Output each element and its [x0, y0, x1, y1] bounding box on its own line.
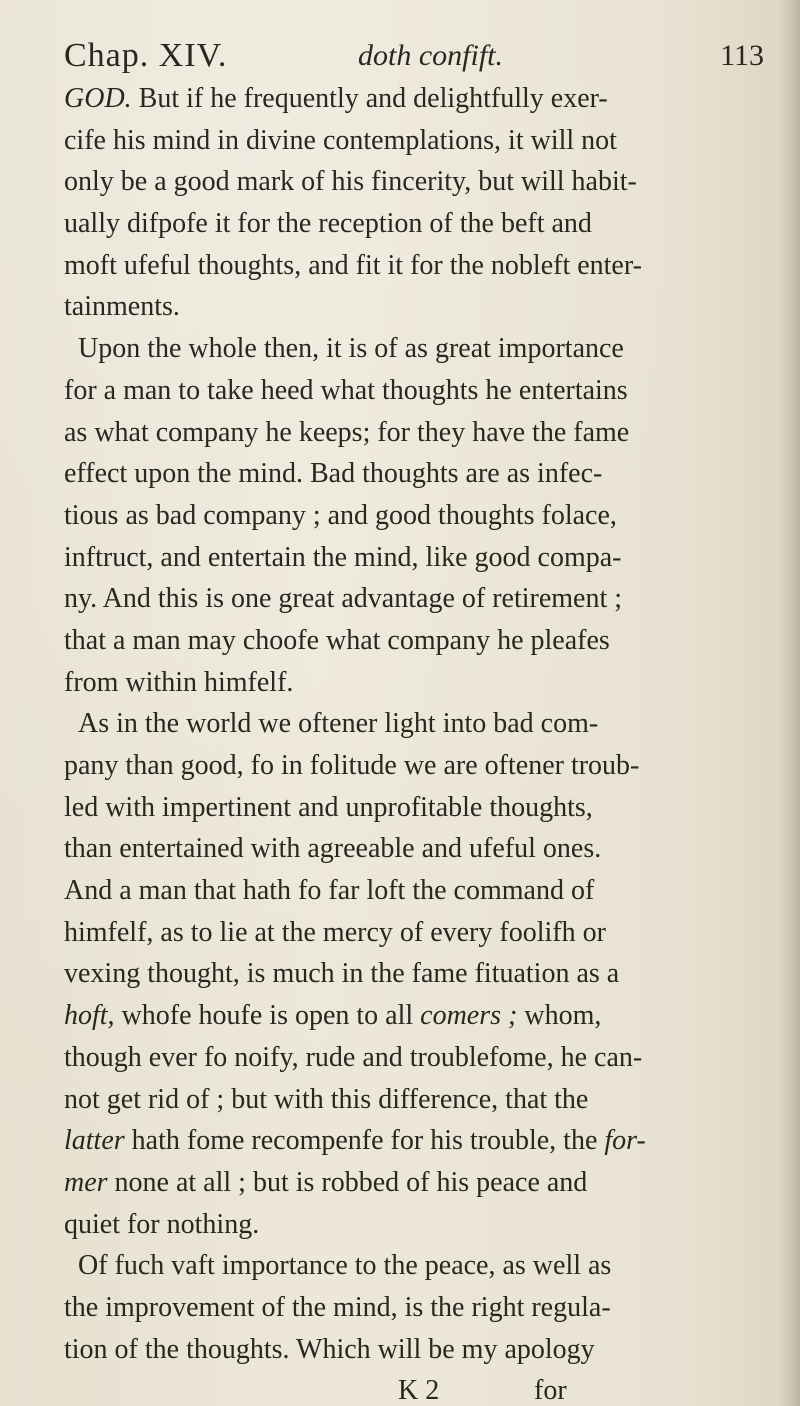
text-line — [64, 578, 769, 620]
text-segment: Of fuch vaft importance to the peace, as well as — [78, 1250, 612, 1282]
text-segment: tion of the thoughts. Which will be my apology — [64, 1333, 595, 1365]
text-segment: quiet for nothing. — [64, 1208, 260, 1240]
text-line — [64, 453, 769, 495]
text-line — [64, 1245, 769, 1287]
page-edge-shadow — [778, 0, 800, 1406]
text-line — [64, 745, 769, 787]
text-line — [64, 1079, 769, 1121]
page-number: 113 — [720, 39, 764, 72]
text-segment: hath fome recompenfe for his trouble, the — [124, 1125, 605, 1157]
text-line — [64, 1204, 769, 1246]
text-segment: And a man that hath fo far loft the command of — [64, 875, 595, 907]
text-segment: from within himfelf. — [64, 666, 294, 698]
text-segment: himfelf, as to lie at the mercy of every foolifh or — [64, 916, 606, 948]
text-segment: not get rid of ; but with this difference, that the — [64, 1083, 589, 1115]
text-segment: As in the world we oftener light into bad com- — [78, 708, 599, 740]
text-line — [64, 1120, 769, 1162]
text-line — [64, 1162, 769, 1204]
text-line — [64, 912, 769, 954]
italic-text: comers ; — [420, 1000, 518, 1032]
text-segment: But if he frequently and delightfully exer- — [131, 83, 608, 114]
text-segment: effect upon the mind. Bad thoughts are as infec- — [64, 458, 603, 490]
text-segment: the improvement of the mind, is the right regula- — [64, 1291, 611, 1323]
italic-text: for- — [604, 1125, 646, 1157]
text-segment: than entertained with agreeable and ufeful ones. — [64, 833, 602, 865]
text-line — [64, 620, 769, 662]
body-text — [64, 78, 769, 1406]
italic-text: latter — [64, 1125, 125, 1157]
text-segment: Upon the whole then, it is of as great importance — [78, 333, 624, 365]
text-segment: pany than good, fo in folitude we are oftener troub- — [64, 750, 640, 781]
text-line — [64, 870, 769, 912]
text-segment: tious as bad company ; and good thoughts folace, — [64, 499, 617, 531]
italic-text: mer — [64, 1166, 108, 1198]
text-segment: cife his mind in divine contemplations, it will not — [64, 124, 617, 156]
page-footer — [64, 1370, 769, 1406]
text-line — [64, 1037, 769, 1079]
text-line — [64, 161, 769, 203]
text-line — [64, 537, 769, 579]
text-segment: whom, — [517, 1000, 602, 1032]
text-line — [64, 78, 769, 120]
text-segment: tainments. — [64, 291, 180, 323]
italic-text: hoft, — [64, 1000, 115, 1032]
text-line — [64, 328, 769, 370]
text-line — [64, 495, 769, 537]
text-segment: for a man to take heed what thoughts he entertains — [64, 374, 628, 406]
text-segment: inftruct, and entertain the mind, like good compa- — [64, 541, 622, 573]
text-segment: ually difpofe it for the reception of the beft and — [64, 208, 592, 240]
text-line — [64, 203, 769, 245]
catchword: for — [534, 1375, 567, 1406]
text-segment: ny. And this is one great advantage of retirement ; — [64, 583, 623, 615]
italic-text: GOD. — [64, 83, 132, 114]
text-segment: whofe houfe is open to all — [114, 1000, 421, 1032]
text-line — [64, 1329, 769, 1371]
text-line — [64, 120, 769, 162]
text-line — [64, 245, 769, 287]
chapter-heading: Chap. XIV. — [64, 37, 228, 74]
text-line — [64, 703, 769, 745]
running-header — [64, 34, 764, 78]
text-line — [64, 953, 769, 995]
text-line — [64, 995, 769, 1037]
text-line — [64, 787, 769, 829]
text-segment: as what company he keeps; for they have the fame — [64, 416, 630, 448]
text-line — [64, 662, 769, 704]
text-segment: only be a good mark of his fincerity, but will habit- — [64, 166, 637, 198]
text-segment: none at all ; but is robbed of his peace and — [107, 1166, 588, 1198]
text-line — [64, 412, 769, 454]
text-line — [64, 370, 769, 412]
text-line — [64, 1287, 769, 1329]
text-line — [64, 828, 769, 870]
text-segment: moft ufeful thoughts, and fit it for the nobleft enter- — [64, 249, 642, 281]
text-segment: though ever fo noify, rude and troublefome, he can- — [64, 1041, 643, 1073]
text-segment: vexing thought, is much in the fame fituation as a — [64, 958, 620, 990]
text-segment: led with impertinent and unprofitable thoughts, — [64, 791, 593, 823]
signature-mark: K 2 — [398, 1375, 440, 1406]
text-line — [64, 286, 769, 328]
text-segment: that a man may choofe what company he pleafes — [64, 624, 610, 656]
running-title: doth confift. — [358, 39, 503, 72]
